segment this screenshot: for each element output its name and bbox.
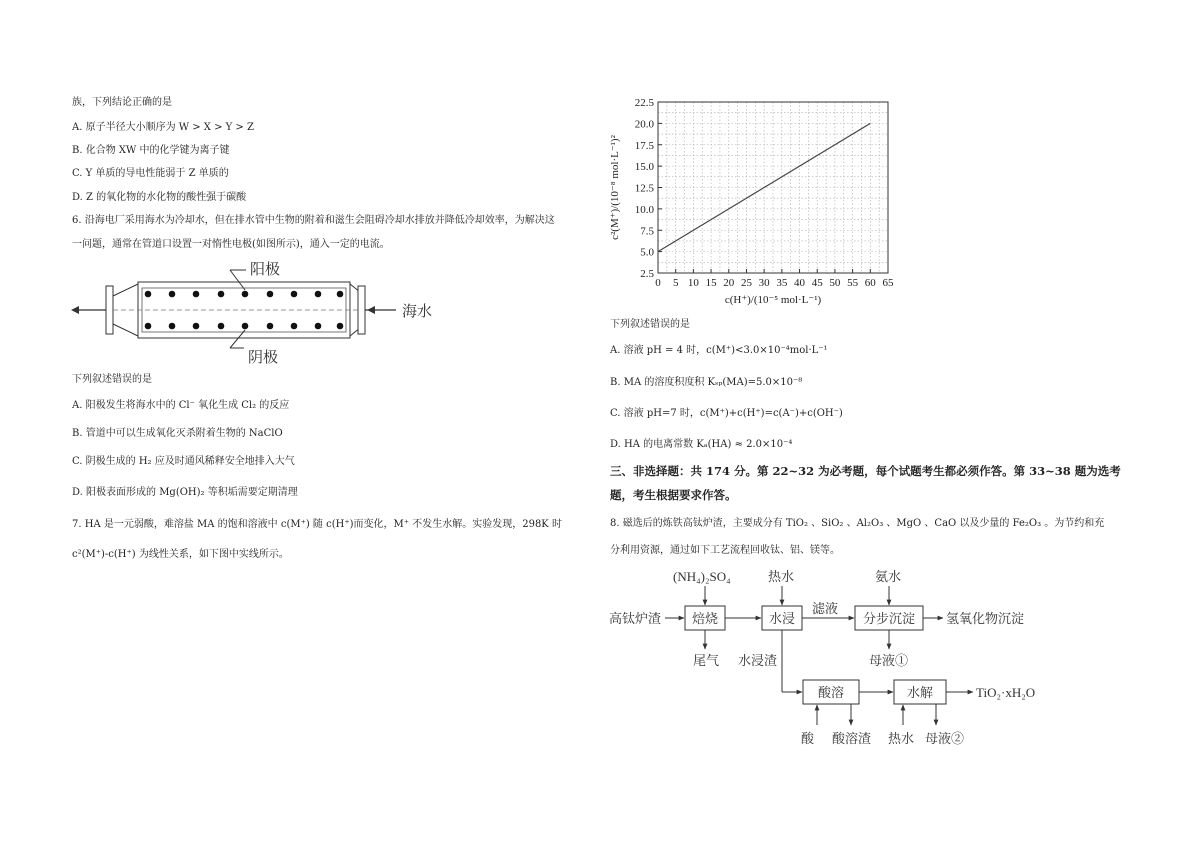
x-tick-label: 55 [847, 277, 859, 289]
y-axis-label: c²(M⁺)/(10⁻⁸ mol·L⁻¹)² [609, 135, 621, 240]
section-heading-line1: 三、非选择题：共 174 分。第 22~32 为必考题，每个试题考生都必须作答。第 33~38 题为选考 [610, 464, 1121, 478]
y-tick-label: 10.0 [634, 203, 654, 216]
q6-text-line1: 6. 沿海电厂采用海水为冷却水，但在排水管中生物的附着和滋生会阻碍冷却水排放并降低冷却效率，为解决这 [72, 215, 555, 226]
cathode-label: 阴极 [248, 350, 279, 366]
electrode-pipe-figure [68, 250, 448, 370]
ammonia-label: 氨水 [875, 569, 902, 584]
mother2-label: 母液② [925, 731, 965, 746]
mother1-label: 母液① [869, 653, 909, 668]
q5-option-d: D. Z 的氧化物的水化物的酸性强于碳酸 [72, 192, 247, 203]
line-chart [600, 92, 900, 314]
tailgas-label: 尾气 [693, 653, 720, 668]
x-tick-label: 40 [794, 277, 806, 289]
x-tick-label: 15 [705, 277, 717, 289]
filtrate-label: 滤液 [812, 601, 839, 616]
y-tick-label: 12.5 [634, 182, 654, 195]
section-heading-line2: 题，考生根据要求作答。 [610, 488, 737, 502]
x-tick-label: 30 [758, 277, 770, 289]
seawater-label: 海水 [402, 304, 433, 320]
x-tick-label: 5 [672, 277, 679, 289]
product-label: TiO₂·xH₂O [976, 685, 1036, 700]
y-tick-label: 7.5 [640, 225, 654, 238]
y-tick-label: 2.5 [640, 268, 654, 280]
x-tick-label: 0 [655, 277, 661, 289]
hydroxide-label: 氢氧化物沉淀 [946, 611, 1025, 626]
x-tick-label: 65 [882, 277, 894, 289]
q7-option-a: A. 溶液 pH = 4 时，c(M⁺)<3.0×10⁻⁴mol·L⁻¹ [610, 345, 828, 356]
q5-option-c: C. Y 单质的导电性能弱于 Z 单质的 [72, 168, 229, 179]
q7-text-line2: c²(M⁺)-c(H⁺) 为线性关系，如下图中实线所示。 [72, 549, 289, 560]
q7-option-d: D. HA 的电离常数 Kₐ(HA) ≈ 2.0×10⁻⁴ [610, 439, 793, 450]
q7-stem: 下列叙述错误的是 [610, 319, 690, 330]
y-tick-label: 22.5 [634, 97, 654, 109]
x-tick-label: 25 [740, 277, 752, 289]
x-tick-label: 45 [811, 277, 823, 289]
q8-text-line2: 分利用资源，通过如下工艺流程回收钛、铝、镁等。 [610, 545, 840, 556]
precip-label: 分步沉淀 [862, 611, 916, 626]
leach-residue-label: 水浸渣 [738, 653, 778, 668]
hydrolysis-label: 水解 [906, 685, 934, 700]
q5-option-b: B. 化合物 XW 中的化学键为离子键 [72, 145, 230, 156]
hotwater-label: 热水 [768, 569, 795, 584]
process-flowchart [605, 565, 1065, 755]
roast-label: 焙烧 [691, 611, 719, 626]
x-tick-label: 20 [723, 277, 735, 289]
q5-intro: 族，下列结论正确的是 [72, 97, 172, 108]
x-tick-label: 10 [687, 277, 699, 289]
y-tick-label: 5.0 [640, 246, 654, 259]
y-tick-label: 17.5 [634, 139, 654, 152]
y-tick-label: 15.0 [634, 161, 654, 174]
acid-label: 酸 [801, 731, 815, 746]
q6-option-a: A. 阳极发生将海水中的 Cl⁻ 氧化生成 Cl₂ 的反应 [72, 400, 290, 411]
q7-option-b: B. MA 的溶度积度积 Kₛₚ(MA)=5.0×10⁻⁸ [610, 377, 803, 388]
hotwater2-label: 热水 [888, 731, 915, 746]
acid-dissolve-label: 酸溶 [817, 685, 845, 700]
x-axis-label: c(H⁺)/(10⁻⁵ mol·L⁻¹) [724, 294, 822, 306]
q5-option-a: A. 原子半径大小顺序为 W > X > Y > Z [72, 122, 254, 133]
reagent1-label: (NH₄)₂SO₄ [673, 569, 731, 584]
q7-option-c: C. 溶液 pH=7 时，c(M⁺)+c(H⁺)=c(A⁻)+c(OH⁻) [610, 408, 843, 419]
q7-text-line1: 7. HA 是一元弱酸，难溶盐 MA 的饱和溶液中 c(M⁺) 随 c(H⁺)而变化，M⁺ 不发生水解。实验发现，298K 时 [72, 519, 562, 530]
x-tick-label: 35 [776, 277, 788, 289]
q6-stem: 下列叙述错误的是 [72, 374, 152, 385]
q6-option-b: B. 管道中可以生成氧化灭杀附着生物的 NaClO [72, 428, 283, 439]
x-tick-label: 60 [864, 277, 876, 289]
q8-text-line1: 8. 磁选后的炼铁高钛炉渣，主要成分有 TiO₂ 、SiO₂ 、Al₂O₃ 、MgO 、CaO 以及少量的 Fe₂O₃ 。为节约和充 [610, 518, 1105, 529]
q6-option-d: D. 阳极表面形成的 Mg(OH)₂ 等积垢需要定期清理 [72, 487, 298, 498]
q6-option-c: C. 阴极生成的 H₂ 应及时通风稀释安全地排入大气 [72, 456, 295, 467]
raw-material-label: 高钛炉渣 [609, 611, 662, 626]
q6-text-line2: 一问题，通常在管道口设置一对惰性电极(如图所示)，通入一定的电流。 [72, 239, 390, 250]
acid-residue-label: 酸溶渣 [832, 731, 872, 746]
y-tick-label: 20.0 [634, 118, 654, 131]
x-tick-label: 50 [829, 277, 841, 289]
leach-label: 水浸 [768, 611, 796, 626]
anode-label: 阳极 [250, 262, 281, 278]
